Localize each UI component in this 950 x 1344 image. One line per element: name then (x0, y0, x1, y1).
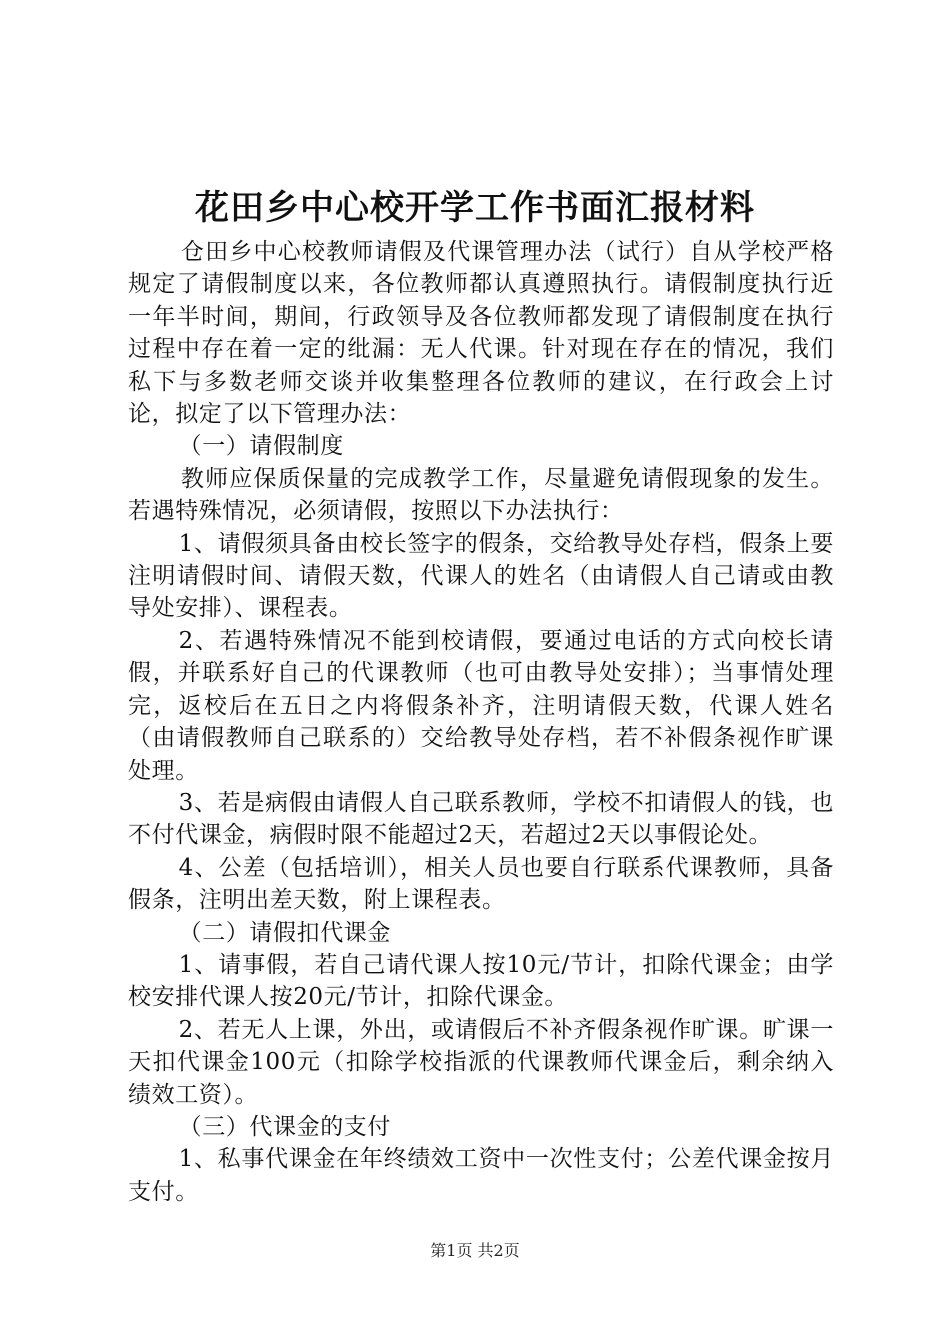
leave-system-paragraph: 教师应保质保量的完成教学工作，尽量避免请假现象的发生。若遇特殊情况，必须请假，按照以下办法执行： (128, 465, 834, 525)
section-heading-leave-system: （一）请假制度 (178, 433, 344, 460)
leave-rule-4: 4、公差（包括培训），相关人员也要自行联系代课教师，具备假条，注明出差天数，附上课程表。 (128, 854, 834, 914)
deduction-rule-1: 1、请事假，若自己请代课人按10元/节计，扣除代课金；由学校安排代课人按20元/节计，扣除代课金。 (128, 951, 834, 1011)
payment-rule-1: 1、私事代课金在年终绩效工资中一次性支付；公差代课金按月支付。 (128, 1146, 834, 1205)
deduction-rule-2: 2、若无人上课，外出，或请假后不补齐假条视作旷课。旷课一天扣代课金100元（扣除学校指派的代课教师代课金后，剩余纳入绩效工资）。 (128, 1016, 834, 1108)
leave-rule-1: 1、请假须具备由校长签字的假条，交给教导处存档，假条上要注明请假时间、请假天数，代课人的姓名（由请假人自己请或由教导处安排）、课程表。 (128, 530, 834, 622)
document-title: 花田乡中心校开学工作书面汇报材料 (195, 188, 755, 228)
section-heading-deduction: （二）请假扣代课金 (178, 919, 391, 946)
section-heading-payment: （三）代课金的支付 (178, 1113, 391, 1140)
intro-paragraph: 仓田乡中心校教师请假及代课管理办法（试行）自从学校严格规定了请假制度以来，各位教师都认真遵照执行。请假制度执行近一年半时间，期间，行政领导及各位教师都发现了请假制度在执行过程中存在着一定的纰漏：无人代课。针对现在存在的情况，我们私下与多数老师交谈并收集整理各位教师的建议，在行政会上讨论，拟定了以下管理办法： (128, 239, 834, 428)
page-number-footer: 第1页 共2页 (430, 1241, 520, 1260)
leave-rule-3: 3、若是病假由请假人自己联系教师，学校不扣请假人的钱，也不付代课金，病假时限不能超过2天，若超过2天以事假论处。 (128, 789, 834, 849)
leave-rule-2: 2、若遇特殊情况不能到校请假，要通过电话的方式向校长请假，并联系好自己的代课教师（也可由教导处安排）；当事情处理完，返校后在五日之内将假条补齐，注明请假天数，代课人姓名（由请假教师自己联系的）交给教导处存档，若不补假条视作旷课处理。 (128, 627, 834, 784)
document-body (128, 236, 834, 1208)
